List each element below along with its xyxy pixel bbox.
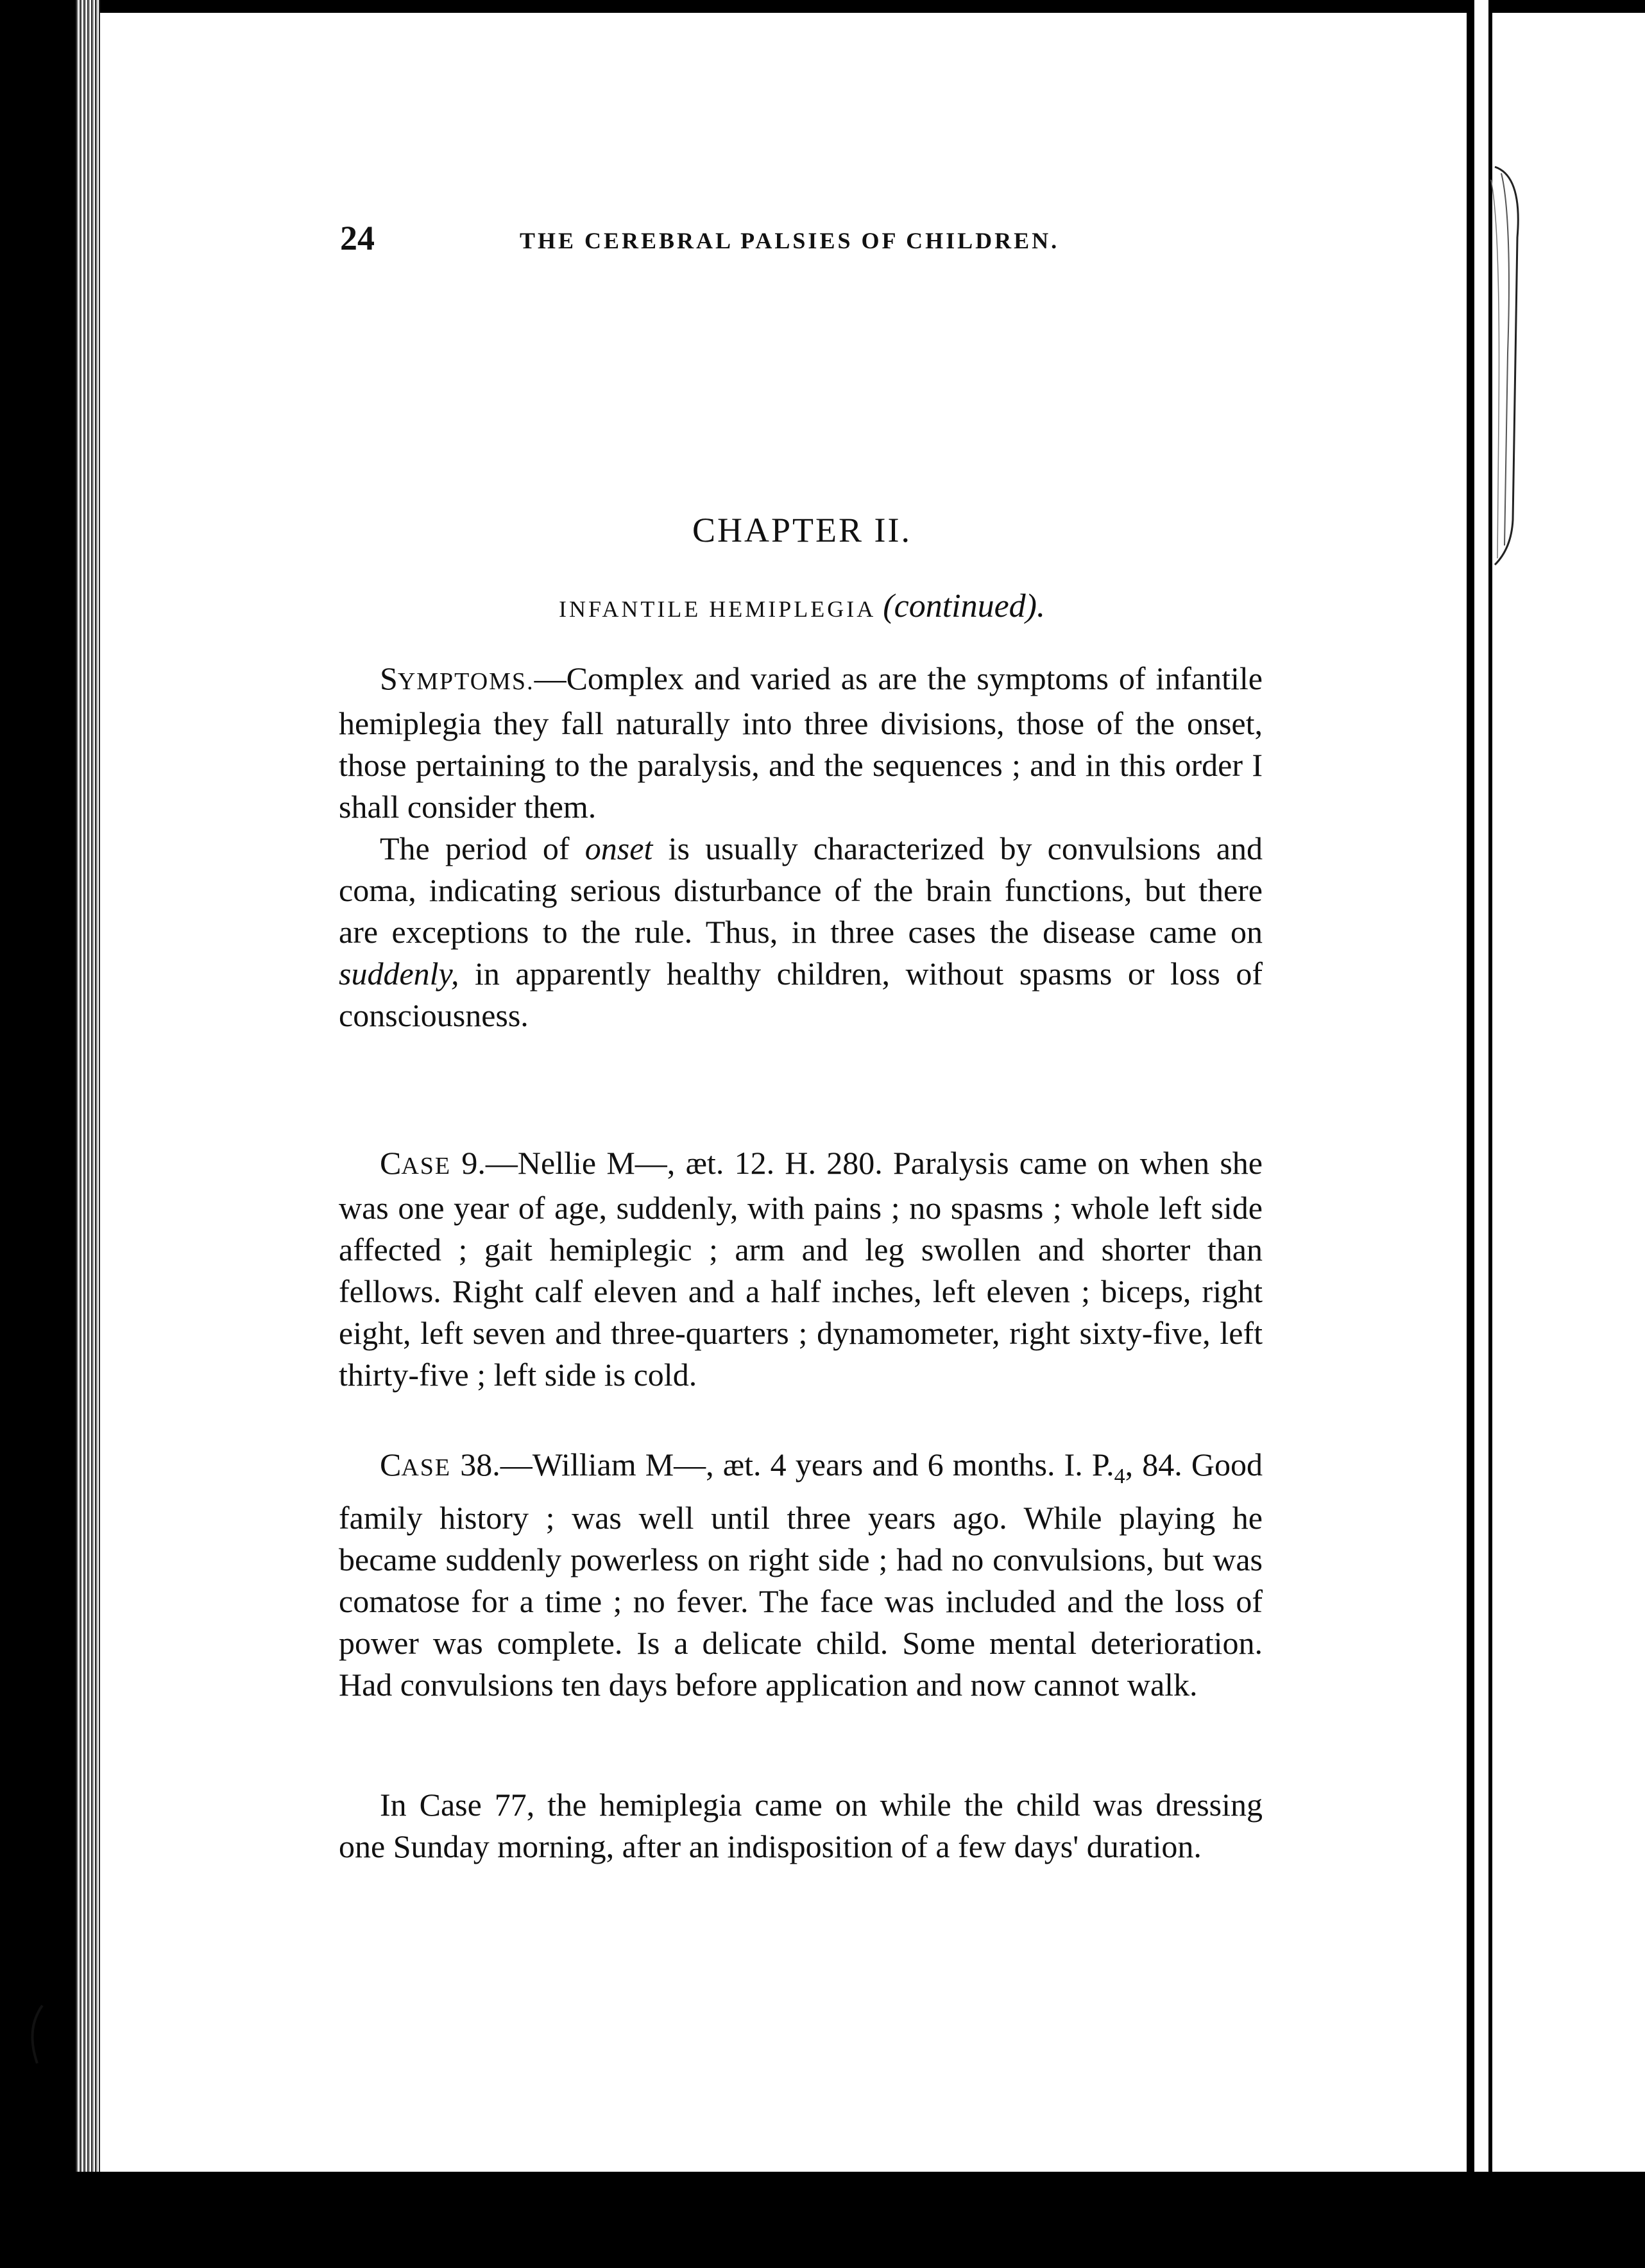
case-9-label: ASE: [401, 1153, 452, 1180]
section-title: [340, 587, 1264, 625]
onset-text-post: in apparently healthy children, without spasms or loss of consciousness.: [339, 956, 1263, 1033]
running-title: THE CEREBRAL PALSIES OF CHILDREN.: [520, 228, 1060, 253]
case-38-label: ASE: [401, 1454, 452, 1481]
scan-frame-bottom: [0, 2172, 1645, 2268]
onset-paragraph: [339, 828, 1263, 1036]
symptoms-heading: YMPTOMS.: [397, 668, 534, 695]
case-9-initial: C: [380, 1145, 402, 1181]
chapter-title: CHAPTER II.: [692, 511, 912, 549]
case-77-section: [339, 1784, 1263, 1868]
case-38-initial: C: [380, 1447, 402, 1482]
case-9-section: [339, 1142, 1263, 1396]
section-title-paren-close: ).: [1025, 588, 1045, 624]
case-38-subscript: 4: [1114, 1465, 1125, 1488]
case-38-text-b: , 84. Good family history ; was well until three years ago. While playing he became suddenly powerless on right side ; had no convulsions, but was comatose for a time ; no fever. The face was included and the loss of power was complete. Is a delicate child. Some mental deterioration. Had convulsions ten days before application and now cannot walk.: [339, 1447, 1263, 1703]
case-9-text: 9.—Nellie M—, æt. 12. H. 280. Paralysis came on when she was one year of age, suddenly, with pains ; no spasms ; whole left side affected ; gait hemiplegic ; arm and leg swollen and shorter than fellows. Right calf eleven and a half inches, left eleven ; biceps, right eight, left seven and three-quarters ; dynamometer, right sixty-five, left thirty-five ; left side is cold.: [339, 1145, 1263, 1393]
section-title-paren-open: (: [883, 588, 894, 624]
bookmark-ribbon: [1482, 160, 1527, 571]
case-77-paragraph: In Case 77, the hemiplegia came on while the child was dressing one Sunday morning, after an indisposition of a few days' duration.: [339, 1787, 1263, 1864]
symptoms-text: —Complex and varied as are the symptoms of infantile hemiplegia they fall naturally into three divisions, those of the onset, those pertaining to the paralysis, and the sequences ; and in this order I shall consider them.: [339, 660, 1263, 825]
book-gutter-line: [1467, 0, 1474, 2268]
case-38-text-a: 38.—William M—, æt. 4 years and 6 months. I. P.: [451, 1447, 1114, 1482]
margin-mark: [24, 2002, 50, 2066]
section-title-main: INFANTILE HEMIPLEGIA: [559, 596, 875, 622]
symptoms-section: [339, 658, 1263, 1036]
symptoms-initial: S: [380, 660, 398, 696]
page-number: 24: [340, 219, 375, 257]
scan-frame-top: [0, 0, 1645, 13]
section-title-continued: continued: [894, 588, 1026, 624]
onset-text-pre: The period of: [380, 830, 585, 866]
onset-emphasis: onset: [584, 830, 653, 866]
case-9-paragraph: [339, 1142, 1263, 1396]
running-head: [340, 218, 1142, 270]
suddenly-emphasis: suddenly,: [339, 956, 459, 992]
symptoms-paragraph: [339, 658, 1263, 828]
page-edge-stack: [76, 0, 100, 2268]
case-38-section: [339, 1444, 1263, 1706]
onset-text-mid: is usually characterized by convulsions and coma, indicating serious disturbance of the brain functions, but there are exceptions to the rule. Thus, in three cases the disease came on: [339, 830, 1263, 950]
case-38-paragraph: [339, 1444, 1263, 1706]
